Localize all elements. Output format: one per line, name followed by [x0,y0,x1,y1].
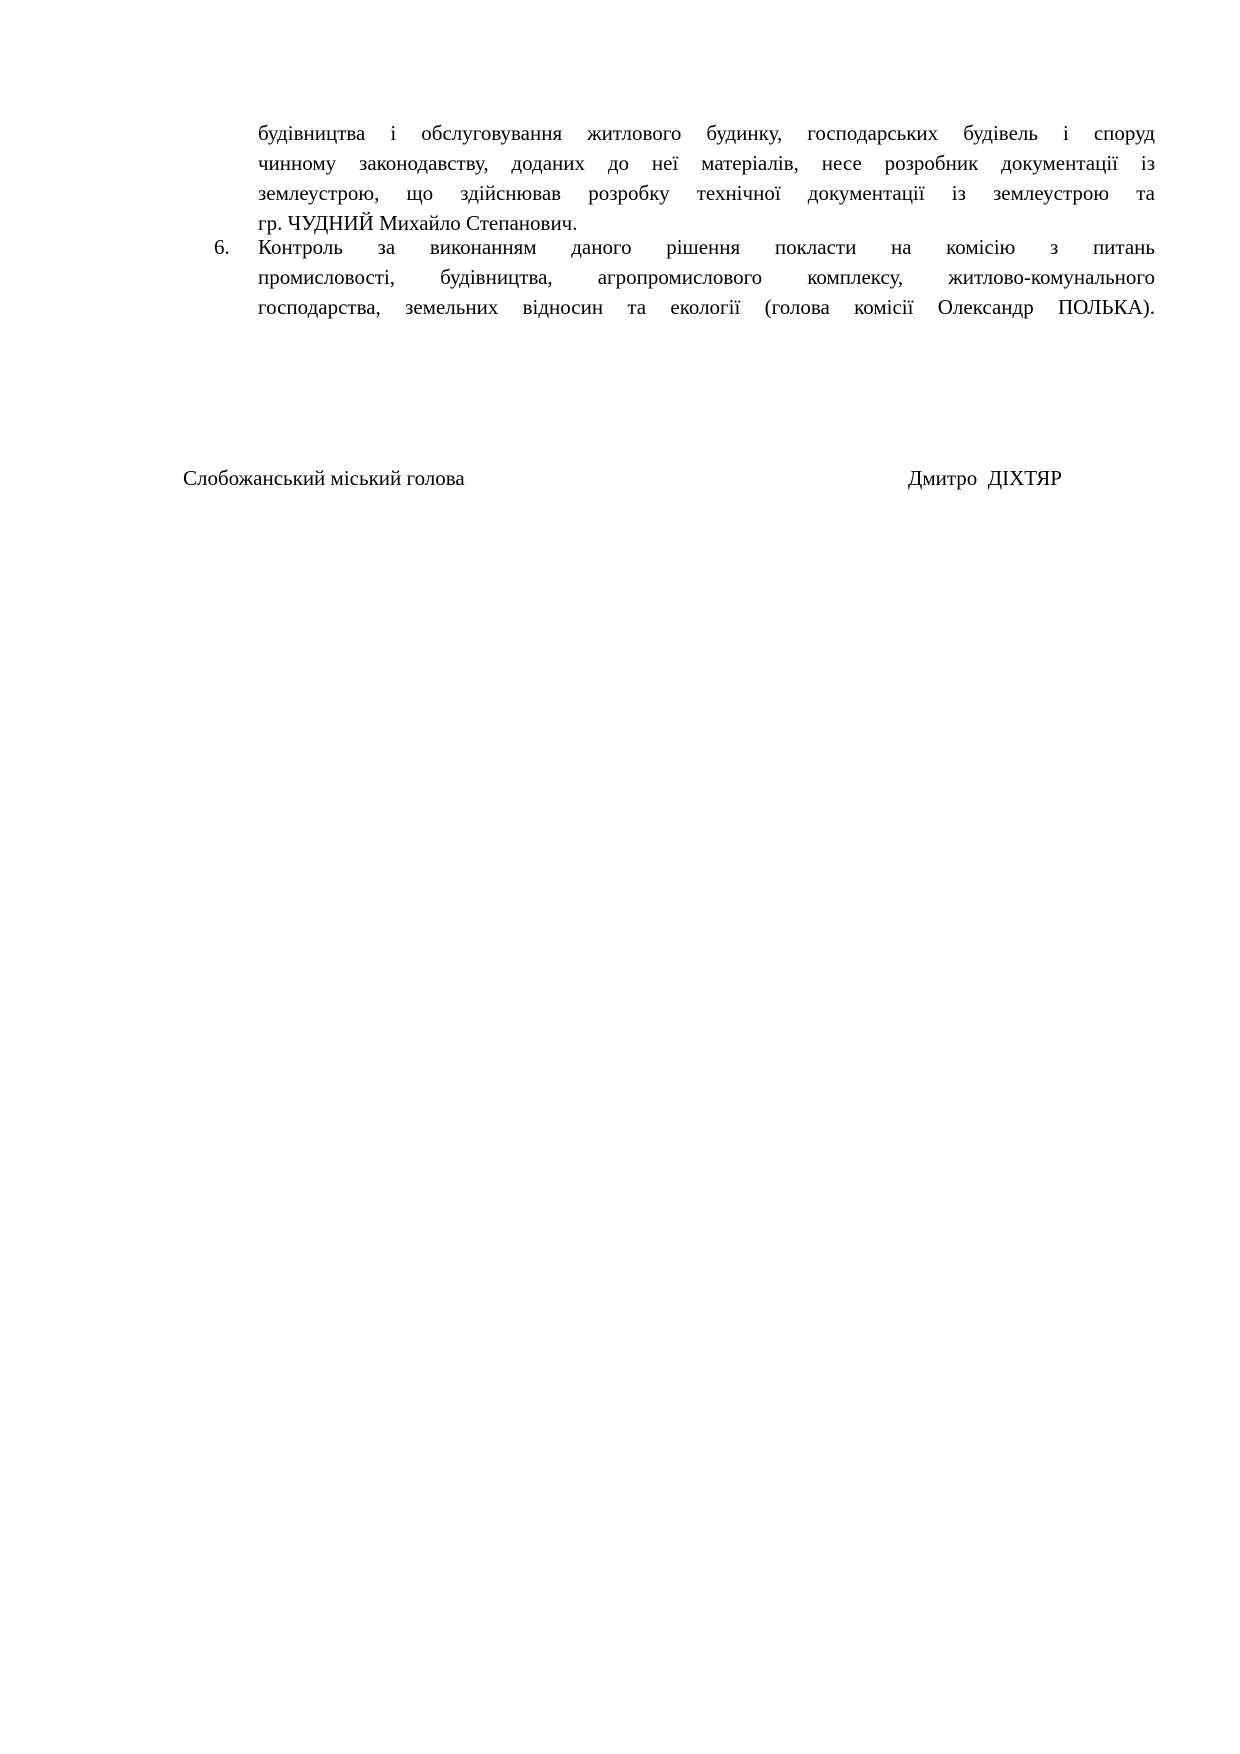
paragraph-line: господарства, земельних відносин та екології (голова комісії Олександр ПОЛЬКА). [258,295,1155,319]
paragraph-line: будівництва і обслуговування житлового будинку, господарських будівель і споруд [258,121,1155,145]
list-item-text [258,232,1155,322]
paragraph-line: землеустрою, що здійснював розробку технічної документації із землеустрою та [258,181,1155,205]
continued-paragraph [258,118,1155,238]
paragraph-line: Контроль за виконанням даного рішення покласти на комісію з питань [258,235,1155,259]
paragraph-line: гр. ЧУДНИЙ Михайло Степанович. [258,211,578,235]
signature-title: Слобожанський міський голова [183,466,465,490]
signature-name: Дмитро ДІХТЯР [908,466,1062,490]
paragraph-line: чинному законодавству, доданих до неї матеріалів, несе розробник документації із [258,151,1155,175]
paragraph-line: промисловості, будівництва, агропромислового комплексу, житлово-комунального [258,265,1155,289]
list-item-number: 6. [214,235,230,259]
